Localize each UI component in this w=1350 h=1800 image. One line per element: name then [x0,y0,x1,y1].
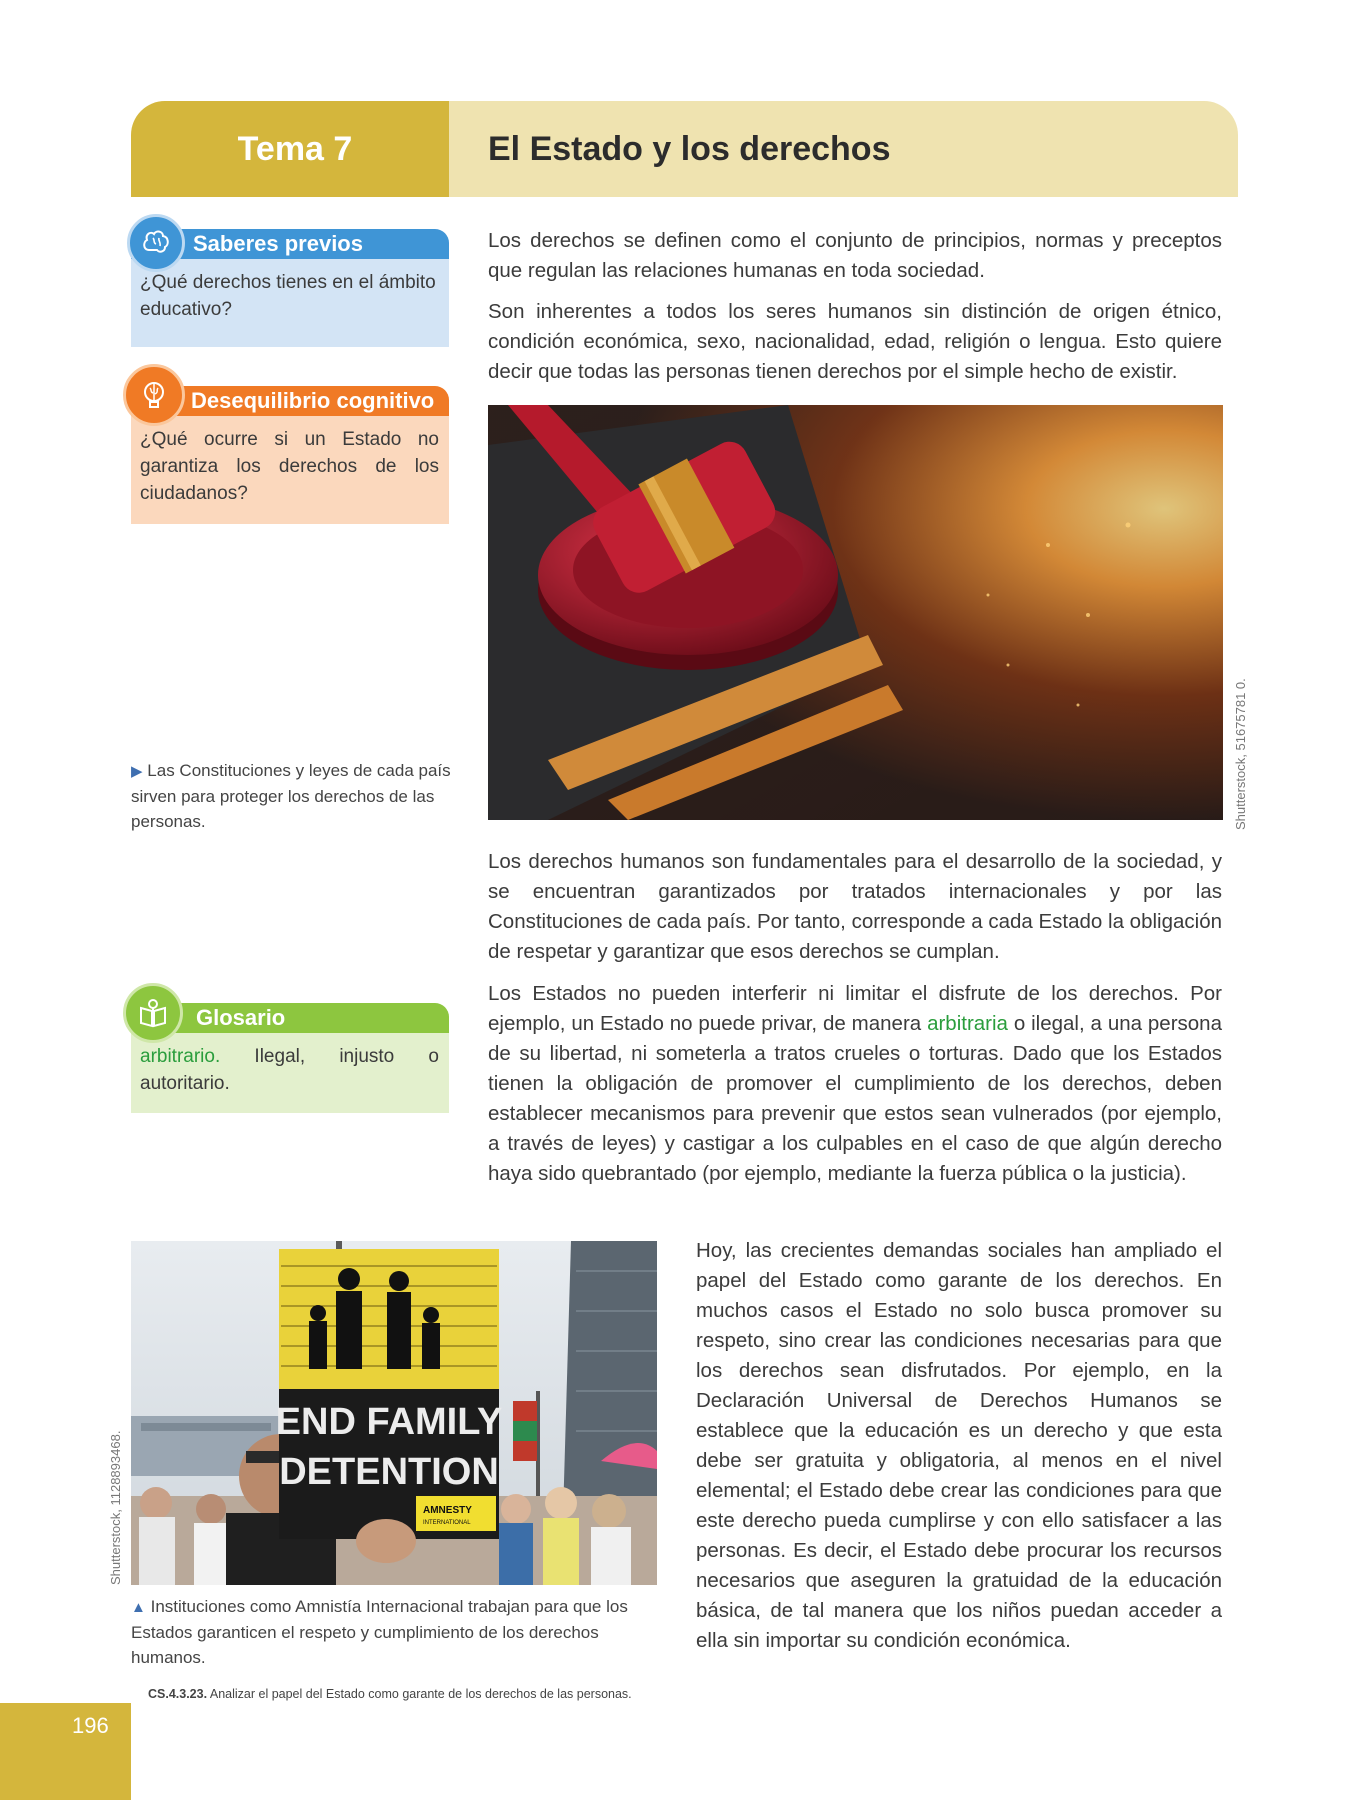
glosario-definition: Ilegal, injusto o autoritario. [140,1046,439,1094]
page-number: 196 [72,1713,109,1738]
objective-text: Analizar el papel del Estado como garante de los derechos de las personas. [207,1687,632,1701]
protest-image [131,1241,657,1585]
sign-logo-subtext: INTERNATIONAL [423,1520,471,1526]
saberes-previos-question: ¿Qué derechos tienes en el ámbito educativo? [140,272,436,320]
figure2-caption-text: Instituciones como Amnistía Internacional trabajan para que los Estados garanticen el respeto y cumplimiento de los derechos humanos. [131,1597,628,1667]
title-bar [449,101,1238,197]
lightbulb-brain-icon [123,364,185,426]
objective-note [148,1687,632,1701]
desequilibrio-heading: Desequilibrio cognitivo [191,388,435,413]
desequilibrio-body [131,416,449,524]
paragraph-4-part-a: Los Estados no pueden interferir ni limitar el disfrute de los derechos. Por ejemplo, un Estado no puede privar, de manera [488,982,1222,1035]
saberes-previos-heading: Saberes previos [193,231,363,256]
page-title: El Estado y los derechos [488,129,891,168]
gavel-image [488,405,1223,820]
paragraph-4-part-b: o ilegal, a una persona de su libertad, ni someterla a tratos crueles o torturas. Dado que los Estados tienen la obligación de promover el cumplimiento de los derechos, deben establecer mecanismos para prevenir que estos sean vulnerados (por ejemplo, a través de leyes) y castigar a los culpables en el caso de que algún derecho haya sido quebrantado (por ejemplo, mediante la fuerza pública o la justicia). [488,1012,1222,1185]
figure1-caption-text: Las Constituciones y leyes de cada país sirven para proteger los derechos de las personas. [131,761,451,831]
play-triangle-icon: ▶ [131,763,143,780]
glosario-heading: Glosario [196,1005,286,1030]
sign-text-line2: DETENTION [279,1451,499,1493]
glosario-body [131,1033,449,1113]
saberes-previos-body [131,259,449,347]
paragraph-2: Son inherentes a todos los seres humanos sin distinción de origen étnico, condición económica, sexo, nacionalidad, edad, religión o lengua. Esto quiere decir que todas las personas tienen derechos por el simple hecho de existir. [488,300,1222,383]
sign-text-line1: END FAMILY [275,1401,503,1443]
tema-label: Tema 7 [237,129,353,168]
glossary-book-icon [123,983,183,1043]
figure1-caption [131,758,451,834]
tema-badge [131,101,449,197]
sign-logo-text: AMNESTY [423,1505,472,1516]
figure2-credit: Shutterstock, 1128893468. [108,1430,123,1585]
paragraph-1: Los derechos se definen como el conjunto de principios, normas y preceptos que regulan las relaciones humanas en toda sociedad. [488,229,1222,282]
glosario-term: arbitrario. [140,1046,221,1067]
up-triangle-icon: ▲ [131,1599,146,1616]
page-number-tab [0,1703,131,1800]
paragraph-5: Hoy, las crecientes demandas sociales han ampliado el papel del Estado como garante de los derechos. En muchos casos el Estado no solo busca promover su respeto, sino crear las condiciones necesarias para que los derechos sean disfrutados. Por ejemplo, en la Declaración Universal de Derechos Humanos se establece que la educación es un derecho y que esta debe ser gratuita y obligatoria, al menos en el nivel elemental; el Estado debe crear las condiciones para que este derecho pueda cumplirse y con ello satisfacer a las personas. Es decir, el Estado debe procurar los recursos necesarios que aseguren la gratuidad de la educación básica, de tal manera que los niños puedan acceder a ella sin importar su condición económica. [696,1239,1222,1652]
objective-code: CS.4.3.23. [148,1687,208,1701]
figure1-credit: Shutterstock, 51675781 0. [1233,678,1248,830]
paragraph-3: Los derechos humanos son fundamentales para el desarrollo de la sociedad, y se encuentran garantizados por tratados internacionales y por las Constituciones de cada país. Por tanto, corresponde a cada Estado la obligación de respetar y garantizar que esos derechos se cumplan. [488,850,1222,963]
figure2-caption [131,1594,661,1670]
desequilibrio-question: ¿Qué ocurre si un Estado no garantiza los derechos de los ciudadanos? [140,429,439,504]
paragraph-4 [488,979,1222,1189]
glossary-term-link[interactable]: arbitraria [927,1012,1008,1035]
brain-icon [127,214,185,272]
